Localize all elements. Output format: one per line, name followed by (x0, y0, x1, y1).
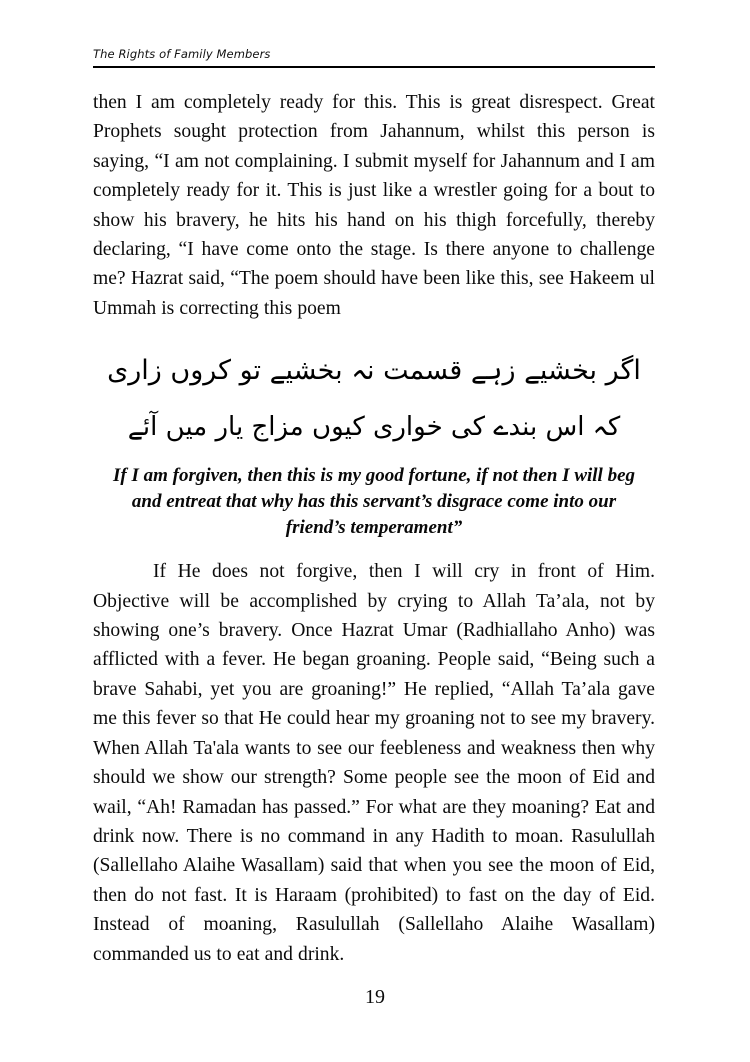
page-content (93, 88, 655, 969)
body-paragraph-1: then I am completely ready for this. This is great disrespect. Great Prophets sought protection from Jahannum, whilst this person is saying, “I am not complaining. I submit myself for Jahannum and I am completely ready for it. This is just like a wrestler going for a bout to show his bravery, he hits his hand on his thigh forcefully, thereby declaring, “I have come onto the stage. Is there anyone to challenge me? Hazrat said, “The poem should have been like this, see Hakeem ul Ummah is correcting this poem (93, 92, 655, 319)
header-rule (93, 66, 655, 69)
urdu-couplet-line-2: کہ اس بندے کی خواری کیوں مزاج یار میں آئے (127, 412, 621, 443)
urdu-couplet-line-1: اگر بخشیے زہے قسمت نہ بخشیے تو کروں زاری (107, 355, 641, 387)
running-header (93, 48, 655, 68)
urdu-couplet (93, 343, 655, 455)
couplet-translation: If I am forgiven, then this is my good fortune, if not then I will beg and entreat that why has this servant’s disgrace come into our friend’s temperament” (112, 465, 636, 539)
page-number: 19 (365, 986, 385, 1008)
header-title: The Rights of Family Members (93, 47, 271, 61)
body-paragraph-2: If He does not forgive, then I will cry in front of Him. Objective will be accomplished by crying to Allah Ta’ala, not by showing one’s bravery. Once Hazrat Umar (Radhiallaho Anho) was afflicted with a fever. He began groaning. People said, “Being such a brave Sahabi, yet you are groaning!” He replied, “Allah Ta’ala gave me this fever so that He could hear my groaning not to see my bravery. When Allah Ta'ala wants to see our feebleness and weakness then why should we show our strength? Some people see the moon of Eid and wail, “Ah! Ramadan has passed.” For what are they moaning? Eat and drink now. There is no command in any Hadith to moan. Rasulullah (Sallellaho Alaihe Wasallam) said that when you see the moon of Eid, then do not fast. It is Haraam (prohibited) to fast on the day of Eid. Instead of moaning, Rasulullah (Sallellaho Alaihe Wasallam) commanded us to eat and drink. (93, 561, 655, 965)
